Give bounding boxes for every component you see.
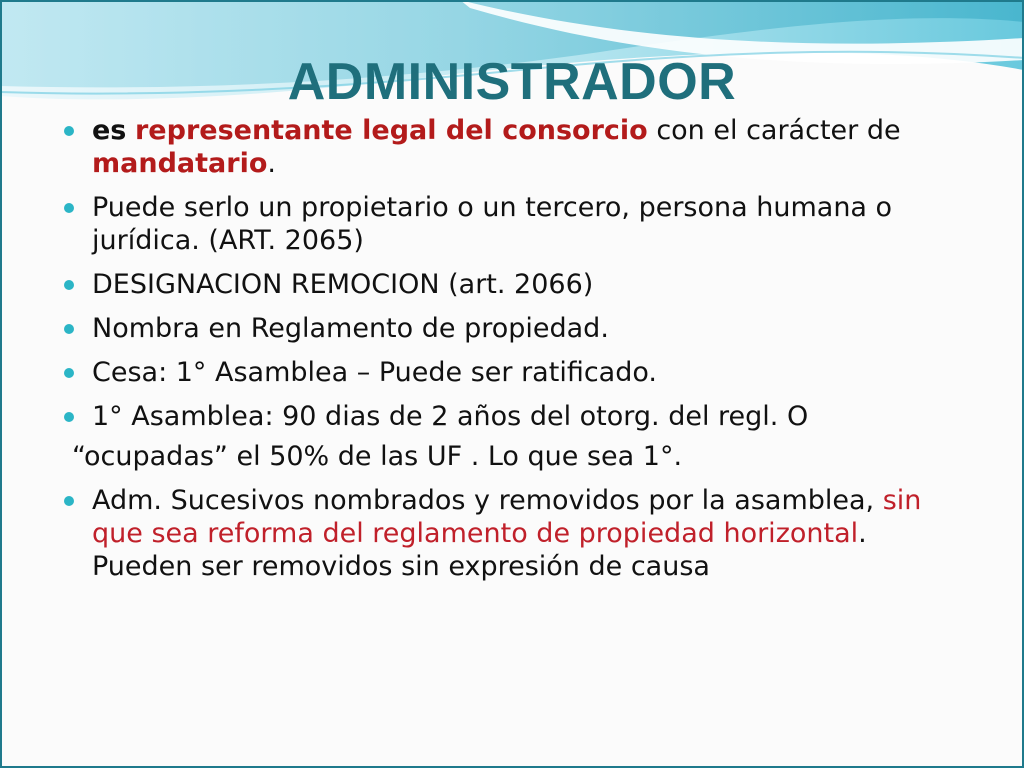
item-highlight: sin que sea reforma del reglamento de propiedad horizontal xyxy=(92,485,922,549)
item-text: con el carácter de xyxy=(647,115,901,146)
item-text: Adm. Sucesivos nombrados y removidos por la asamblea, xyxy=(92,485,883,516)
item-highlight: mandatario xyxy=(92,148,268,179)
item-highlight: representante legal del consorcio xyxy=(134,115,648,146)
list-item xyxy=(58,400,968,433)
bullet-dot-icon xyxy=(64,496,74,506)
list-item xyxy=(58,191,968,257)
item-text: DESIGNACION REMOCION (art. 2066) xyxy=(92,269,594,300)
list-item xyxy=(58,484,968,583)
list-item xyxy=(58,356,968,389)
item-text: es xyxy=(92,115,127,146)
list-item xyxy=(58,114,968,180)
item-text: Nombra en Reglamento de propiedad. xyxy=(92,313,609,344)
continuation-line: “ocupadas” el 50% de las UF . Lo que sea 1°. xyxy=(72,441,683,472)
item-text: Cesa: 1° Asamblea – Puede ser ratificado. xyxy=(92,357,657,388)
bullet-dot-icon xyxy=(64,203,74,213)
slide-title: ADMINISTRADOR xyxy=(287,53,737,111)
list-item xyxy=(58,268,968,301)
bullet-dot-icon xyxy=(64,324,74,334)
bullet-dot-icon xyxy=(64,126,74,136)
bullet-list xyxy=(58,114,968,594)
bullet-dot-icon xyxy=(64,412,74,422)
bullet-dot-icon xyxy=(64,280,74,290)
item-text: 1° Asamblea: 90 dias de 2 años del otorg. del regl. O xyxy=(92,401,809,432)
bullet-dot-icon xyxy=(64,368,74,378)
list-item xyxy=(58,312,968,345)
item-text: . xyxy=(267,148,276,179)
item-text: . Pueden ser removidos sin expresión de causa xyxy=(92,518,867,582)
item-text: Puede serlo un propietario o un tercero, persona humana o jurídica. (ART. 2065) xyxy=(92,192,893,256)
